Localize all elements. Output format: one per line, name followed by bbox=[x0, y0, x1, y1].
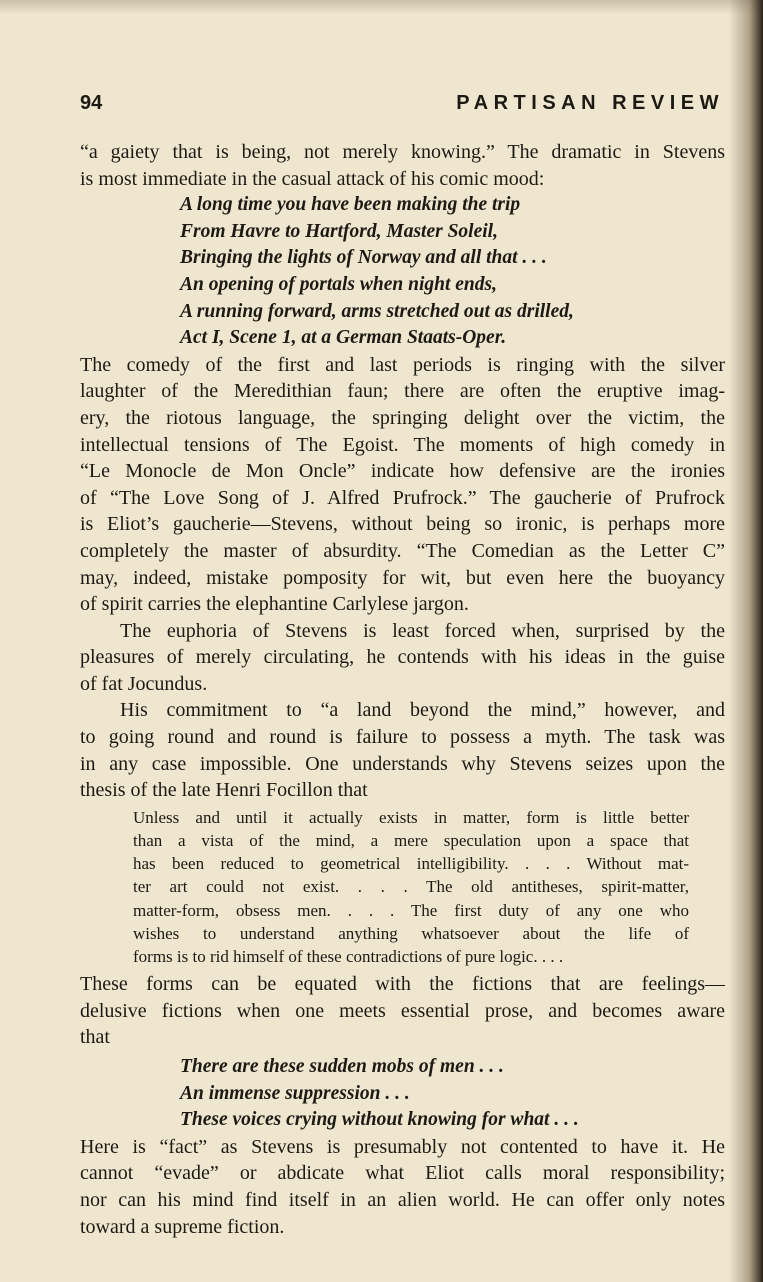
text-line: nor can his mind find itself in an alien world. He can offer only notes bbox=[80, 1188, 725, 1211]
verse-line: An opening of portals when night ends, bbox=[180, 273, 497, 295]
text-line: of “The Love Song of J. Alfred Prufrock.” The gaucherie of Prufrock bbox=[80, 486, 725, 509]
text-line: pleasures of merely circulating, he contends with his ideas in the guise bbox=[80, 646, 725, 669]
text-line: ery, the riotous language, the springing delight over the victim, the bbox=[80, 406, 725, 429]
quote-line: matter-form, obsess men. . . . The first duty of any one who bbox=[133, 900, 689, 920]
quote-line: than a vista of the mind, a mere speculation upon a space that bbox=[133, 831, 689, 851]
body-text bbox=[80, 139, 725, 1240]
quote-line: forms is to rid himself of these contradictions of pure logic. . . . bbox=[133, 946, 564, 966]
text-line: His commitment to “a land beyond the mind,” however, and bbox=[120, 699, 725, 722]
verse-line: There are these sudden mobs of men . . . bbox=[180, 1055, 504, 1077]
text-line: intellectual tensions of The Egoist. The moments of high comedy in bbox=[80, 433, 725, 456]
text-line: delusive fictions when one meets essential prose, and becomes aware bbox=[80, 999, 725, 1022]
text-line: cannot “evade” or abdicate what Eliot calls moral responsibility; bbox=[80, 1162, 725, 1185]
quote-line: wishes to understand anything whatsoever about the life of bbox=[133, 923, 689, 943]
text-line: of spirit carries the elephantine Carlylese jargon. bbox=[80, 593, 469, 616]
page-top-shadow bbox=[0, 0, 763, 14]
text-line: of fat Jocundus. bbox=[80, 672, 208, 695]
text-line: is Eliot’s gaucherie—Stevens, without being so ironic, is perhaps more bbox=[80, 513, 725, 536]
text-line: to going round and round is failure to possess a myth. The task was bbox=[80, 726, 725, 749]
text-line: “Le Monocle de Mon Oncle” indicate how defensive are the ironies bbox=[80, 460, 725, 483]
text-line: laughter of the Meredithian faun; there are often the eruptive imag- bbox=[80, 380, 725, 403]
verse-line: A long time you have been making the trip bbox=[180, 194, 521, 216]
verse-line: From Havre to Hartford, Master Soleil, bbox=[180, 220, 498, 242]
verse-line: A running forward, arms stretched out as drilled, bbox=[180, 300, 574, 322]
text-line: The euphoria of Stevens is least forced when, surprised by the bbox=[120, 619, 725, 642]
page-number: 94 bbox=[80, 92, 103, 114]
verse-line: An immense suppression . . . bbox=[180, 1082, 410, 1104]
text-line: “a gaiety that is being, not merely knowing.” The dramatic in Stevens bbox=[80, 141, 725, 163]
text-line: may, indeed, mistake pomposity for wit, but even here the buoyancy bbox=[80, 566, 725, 589]
text-line: in any case impossible. One understands why Stevens seizes upon the bbox=[80, 752, 725, 775]
running-head: PARTISAN REVIEW bbox=[456, 92, 724, 114]
quote-line: has been reduced to geometrical intelligibility. . . . Without mat- bbox=[133, 854, 689, 874]
text-line: completely the master of absurdity. “The Comedian as the Letter C” bbox=[80, 539, 725, 562]
verse-line: Act I, Scene 1, at a German Staats-Oper. bbox=[180, 327, 507, 349]
quote-line: ter art could not exist. . . . The old antitheses, spirit-matter, bbox=[133, 877, 689, 897]
text-line: toward a supreme fiction. bbox=[80, 1215, 285, 1238]
page-binding-shadow bbox=[729, 0, 763, 1282]
text-line: These forms can be equated with the fictions that are feelings— bbox=[80, 973, 725, 996]
quote-line: Unless and until it actually exists in matter, form is little better bbox=[133, 807, 689, 827]
verse-line: These voices crying without knowing for what . . . bbox=[180, 1109, 579, 1131]
text-line: that bbox=[80, 1026, 110, 1049]
text-line: The comedy of the first and last periods is ringing with the silver bbox=[80, 353, 725, 376]
text-line: Here is “fact” as Stevens is presumably not contented to have it. He bbox=[80, 1135, 725, 1158]
verse-line: Bringing the lights of Norway and all that . . . bbox=[180, 247, 547, 269]
page-header bbox=[80, 92, 724, 122]
text-line: is most immediate in the casual attack of his comic mood: bbox=[80, 167, 545, 190]
text-line: thesis of the late Henri Focillon that bbox=[80, 779, 368, 802]
